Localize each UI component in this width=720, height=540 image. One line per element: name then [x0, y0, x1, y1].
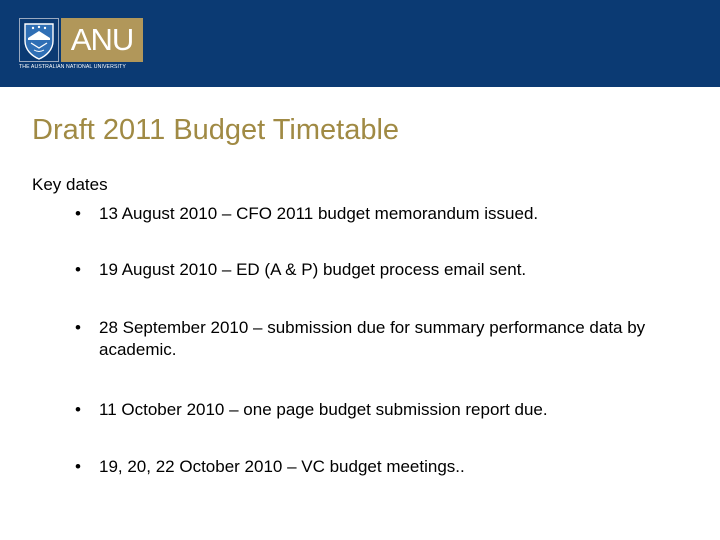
list-item-text: 19 August 2010 – ED (A & P) budget process email sent.: [99, 260, 527, 279]
anu-logo: [19, 18, 143, 62]
header-band: [0, 0, 720, 87]
list-item-text: 19, 20, 22 October 2010 – VC budget meetings..: [99, 457, 465, 476]
list-item: [75, 399, 685, 421]
list-item-text: 28 September 2010 – submission due for summary performance data by academic.: [99, 318, 646, 359]
logo-wordmark: ANU: [61, 18, 143, 62]
bullet-icon: •: [75, 204, 81, 223]
list-item: [75, 203, 685, 225]
bullet-icon: •: [75, 318, 81, 337]
intro-text: Key dates: [32, 175, 108, 194]
list-item: [75, 456, 685, 478]
bullet-icon: •: [75, 457, 81, 476]
bullet-icon: •: [75, 400, 81, 419]
list-item: [75, 317, 685, 361]
logo-caption: THE AUSTRALIAN NATIONAL UNIVERSITY: [19, 64, 126, 70]
list-item: [75, 259, 685, 281]
list-item-text: 11 October 2010 – one page budget submission report due.: [99, 400, 548, 419]
list-item-text: 13 August 2010 – CFO 2011 budget memorandum issued.: [99, 204, 539, 223]
bullet-icon: •: [75, 260, 81, 279]
crest-icon: [19, 18, 59, 62]
slide-title: Draft 2011 Budget Timetable: [32, 114, 400, 146]
